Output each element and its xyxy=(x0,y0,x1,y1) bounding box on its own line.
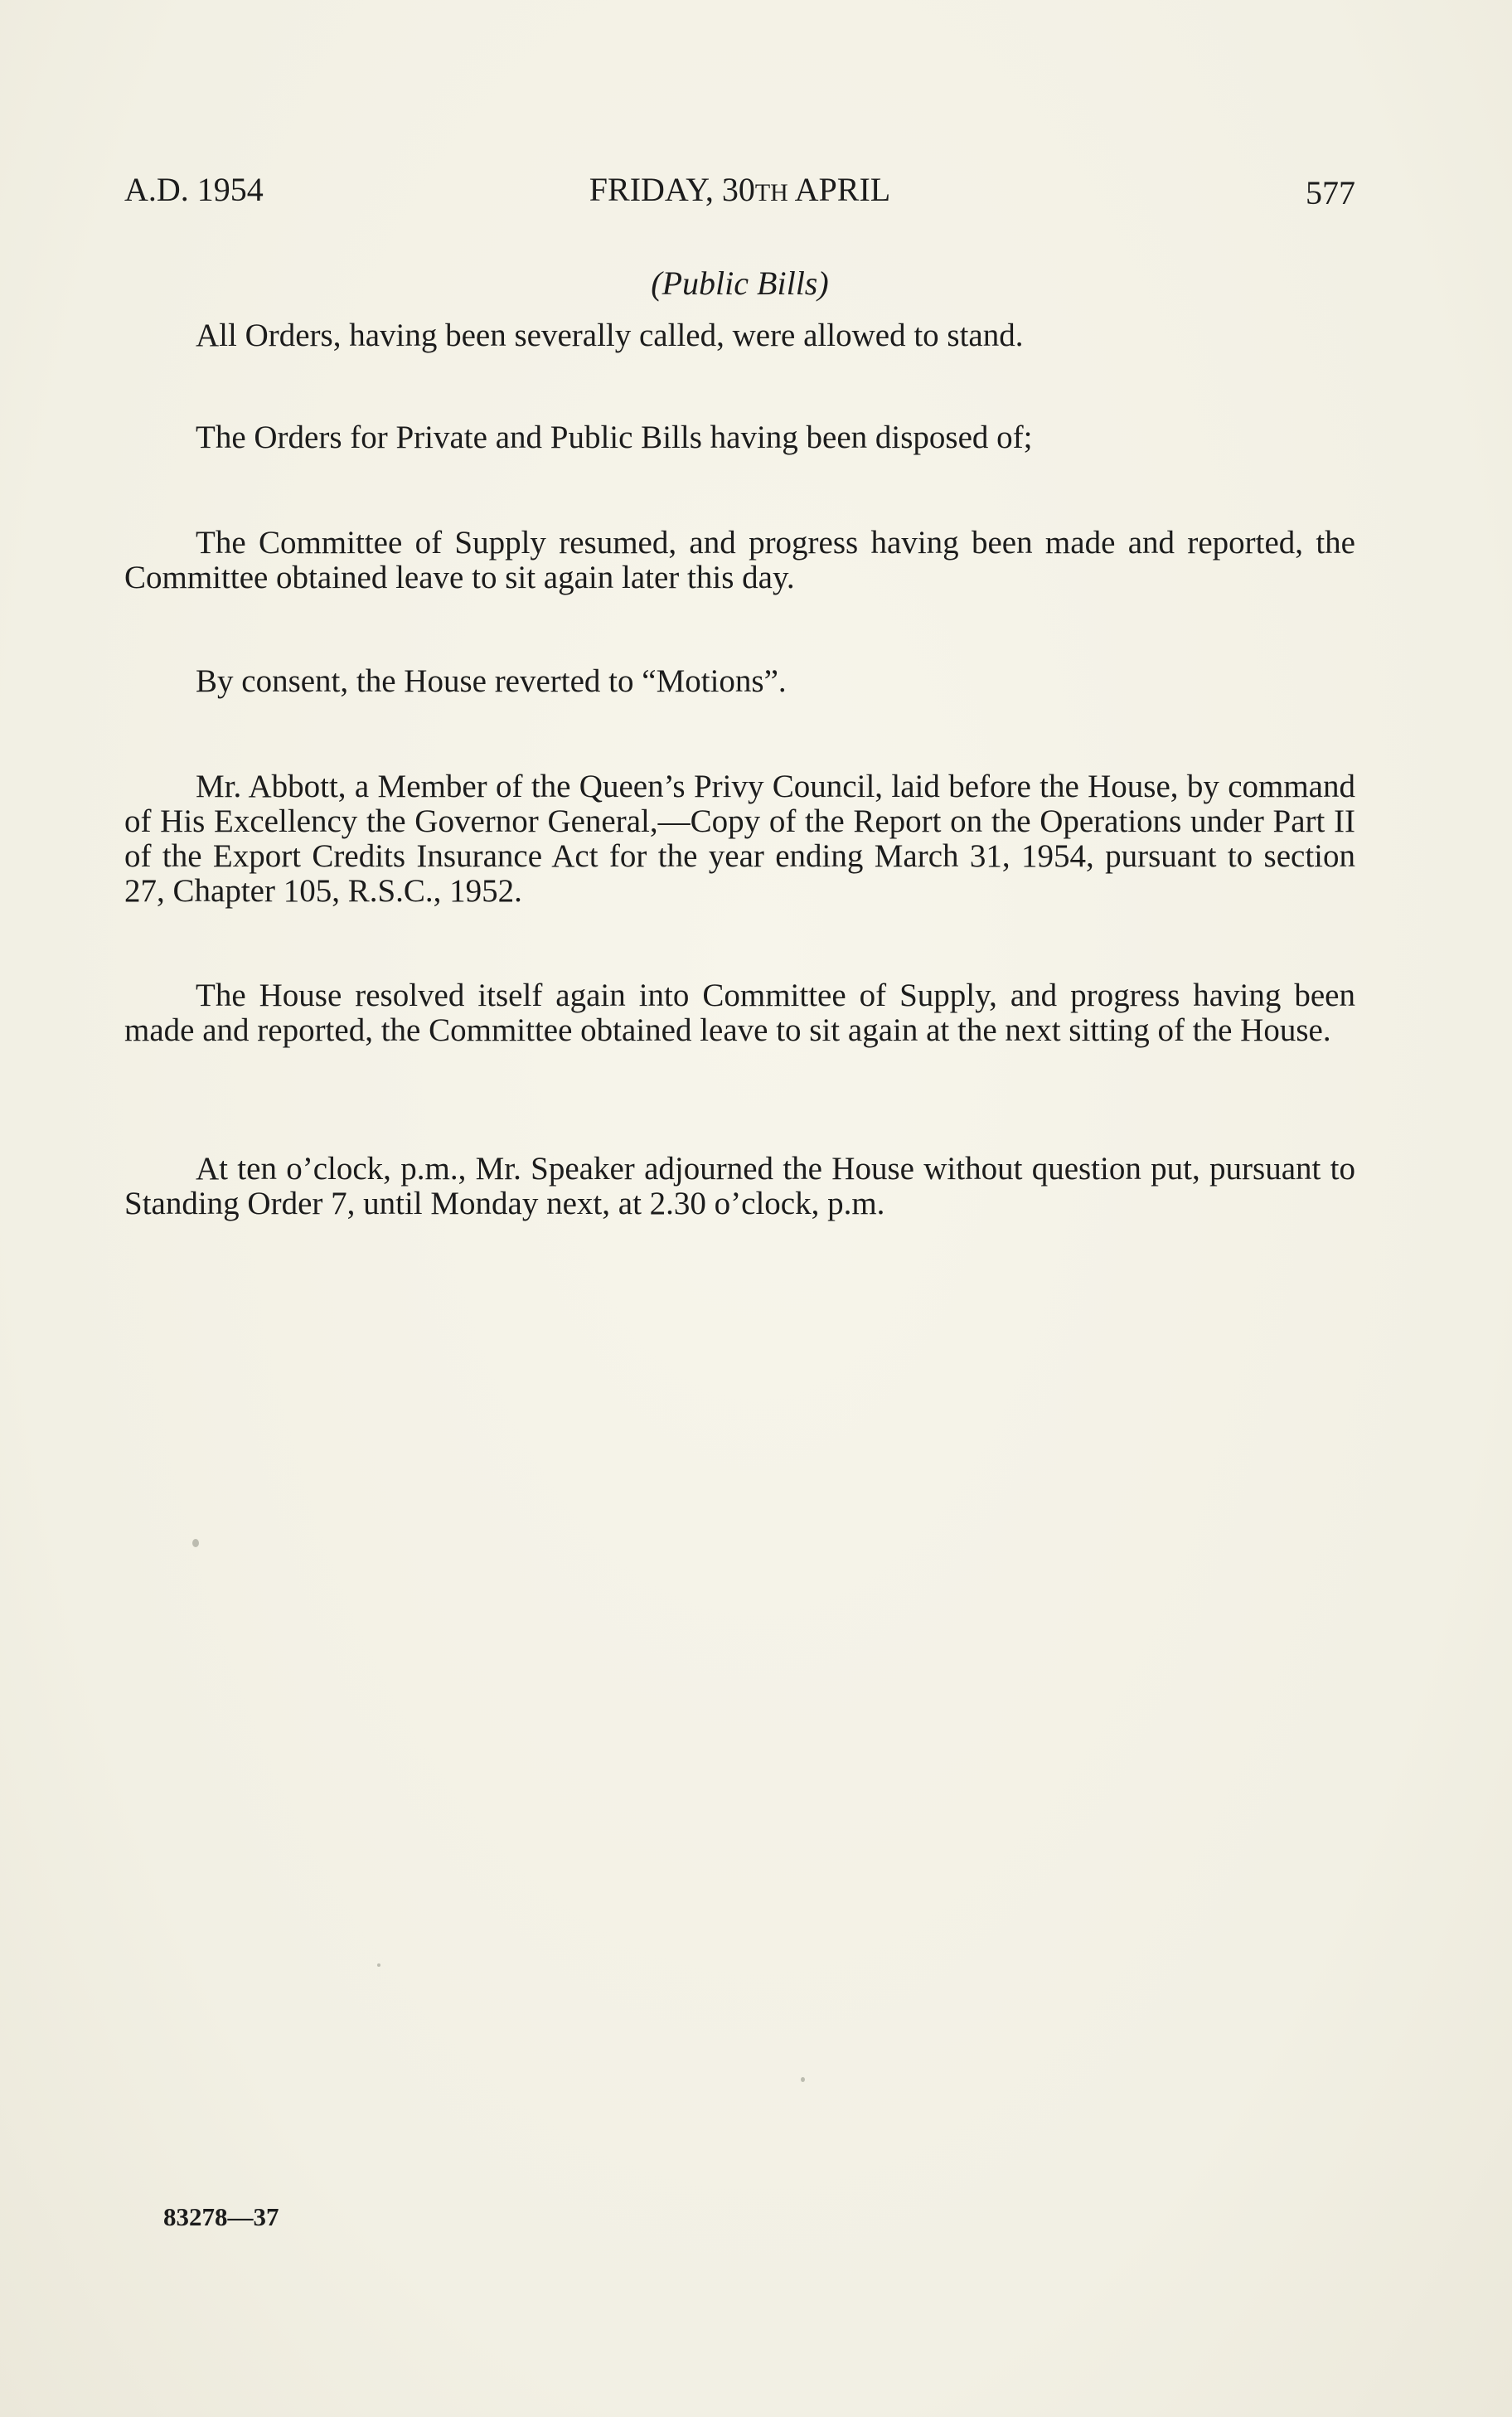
paragraph-abbott-report: Mr. Abbott, a Member of the Queen’s Privy Council, laid before the House, by command of His Excellency the Governor General,—Copy of the Report on the Operations under Part II of the Export Credits Insurance Act for the year ending March 31, 1954, pursuant to section 27, Chapter 105, R.S.C., 1952. xyxy=(124,769,1355,909)
header-date xyxy=(124,170,1355,209)
header-year: A.D. 1954 xyxy=(124,171,264,208)
paragraph-orders-stand: All Orders, having been severally called, were allowed to stand. xyxy=(196,318,1024,353)
paragraph-adjournment: At ten o’clock, p.m., Mr. Speaker adjourned the House without question put, pursuant to Standing Order 7, until Monday next, at 2.30 o’clock, p.m. xyxy=(124,1151,1355,1221)
header-date-day: FRIDAY, 30 xyxy=(589,171,755,208)
paper-speck xyxy=(801,2077,805,2082)
section-title: (Public Bills) xyxy=(651,265,829,302)
page-number: 577 xyxy=(1306,174,1355,211)
page-header xyxy=(124,170,1355,211)
paragraph-committee-resolved: The House resolved itself again into Committee of Supply, and progress having been made and reported, the Committee obtained leave to sit again at the next sitting of the House. xyxy=(124,978,1355,1048)
paragraph-committee-supply: The Committee of Supply resumed, and progress having been made and reported, the Committee obtained leave to sit again later this day. xyxy=(124,525,1355,595)
header-date-month: APRIL xyxy=(788,171,891,208)
paragraph-bills-disposed: The Orders for Private and Public Bills having been disposed of; xyxy=(196,420,1033,455)
paper-speck xyxy=(377,1963,380,1967)
footer-print-code: 83278—37 xyxy=(163,2202,279,2231)
paragraph-reverted-motions: By consent, the House reverted to “Motions”. xyxy=(196,663,787,699)
paper-speck xyxy=(192,1539,199,1547)
header-date-ordinal: TH xyxy=(754,179,788,206)
